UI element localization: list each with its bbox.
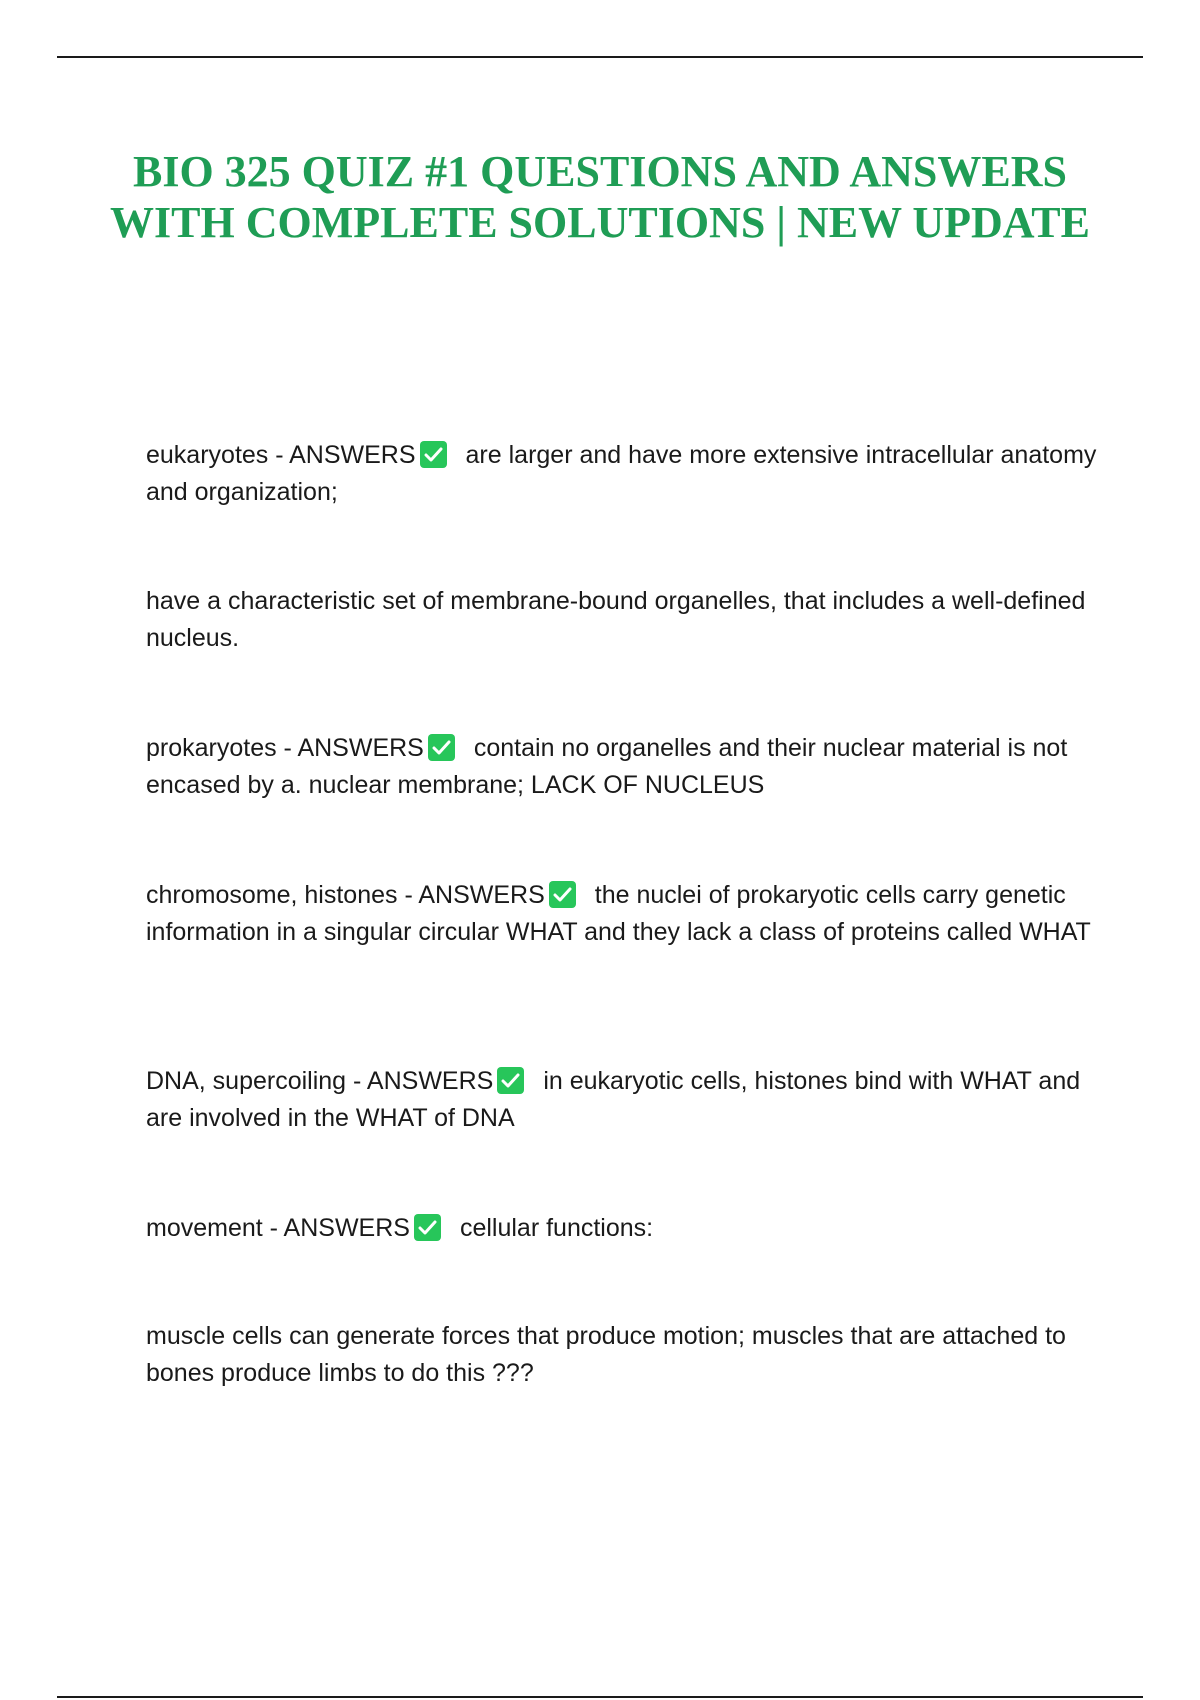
bottom-rule xyxy=(57,1696,1143,1698)
top-rule xyxy=(57,56,1143,58)
checkmark-box-icon xyxy=(420,441,447,468)
entry-answer: the nuclei of prokaryotic cells carry genetic information in a singular circular WHAT and they lack a class of proteins called WHAT xyxy=(146,881,1091,946)
entry-chromosome-histones xyxy=(146,877,1106,951)
document-title: BIO 325 QUIZ #1 QUESTIONS AND ANSWERS WITH COMPLETE SOLUTIONS | NEW UPDATE xyxy=(110,147,1090,247)
entry-term: chromosome, histones - ANSWERS xyxy=(146,881,545,909)
entry-term: prokaryotes - ANSWERS xyxy=(146,734,424,762)
entry-prokaryotes xyxy=(146,730,1106,804)
entry-answer: in eukaryotic cells, histones bind with WHAT and are involved in the WHAT of DNA xyxy=(146,1067,1081,1132)
entry-eukaryotes xyxy=(146,437,1106,511)
entry-continuation-muscle: muscle cells can generate forces that produce motion; muscles that are attached to bones produce limbs to do this ??? xyxy=(146,1322,1066,1387)
checkmark-box-icon xyxy=(428,734,455,761)
entry-movement xyxy=(146,1210,1106,1247)
checkmark-box-icon xyxy=(497,1067,524,1094)
entry-answer: contain no organelles and their nuclear material is not encased by a. nuclear membrane; LACK OF NUCLEUS xyxy=(146,734,1068,799)
checkmark-box-icon xyxy=(414,1214,441,1241)
entry-dna-supercoiling xyxy=(146,1063,1106,1137)
entry-answer: are larger and have more extensive intracellular anatomy and organization; xyxy=(146,441,1097,506)
entry-term: eukaryotes - ANSWERS xyxy=(146,441,416,469)
entry-answer: cellular functions: xyxy=(459,1214,654,1242)
entry-term: movement - ANSWERS xyxy=(146,1214,410,1242)
entry-term: DNA, supercoiling - ANSWERS xyxy=(146,1067,494,1095)
checkmark-box-icon xyxy=(549,881,576,908)
entry-continuation-organelles: have a characteristic set of membrane-bound organelles, that includes a well-defined nucleus. xyxy=(146,587,1086,652)
